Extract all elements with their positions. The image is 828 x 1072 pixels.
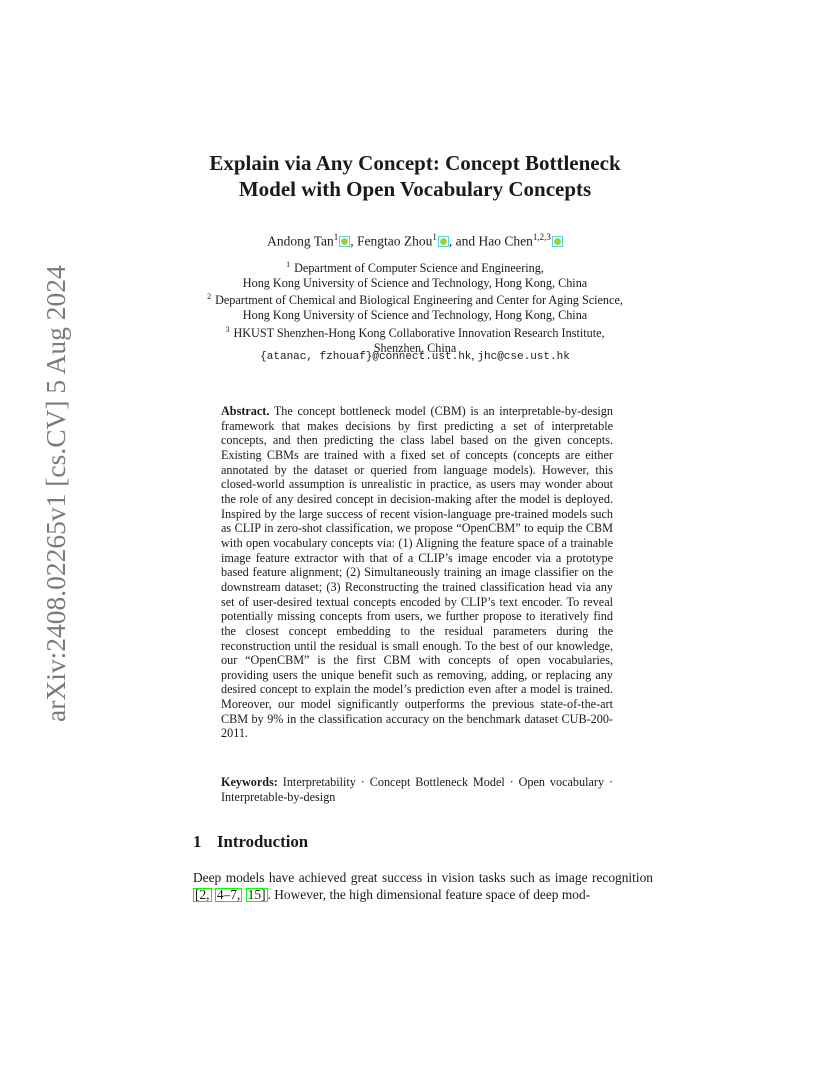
author-name: Andong Tan: [267, 233, 334, 249]
abstract: [221, 404, 613, 741]
section-title: Introduction: [217, 832, 309, 851]
email[interactable]: jhc@cse.ust.hk: [477, 351, 570, 363]
affiliation-sup: 3: [225, 324, 230, 334]
affiliation-text: Department of Chemical and Biological Engineering and Center for Aging Science,: [215, 293, 623, 308]
orcid-icon[interactable]: [339, 236, 350, 247]
intro-text: Deep models have achieved great success in vision tasks such as image recognition: [193, 870, 653, 885]
affiliation-line: Shenzhen, China: [373, 340, 457, 355]
citation-link[interactable]: 4–7,: [216, 887, 241, 902]
intro-paragraph: [193, 869, 653, 903]
author-emails: [150, 348, 680, 364]
abstract-label: Abstract.: [221, 404, 270, 418]
author-name: Hao Chen: [478, 233, 533, 249]
keywords-text: Interpretability · Concept Bottleneck Model · Open vocabulary · Interpretable-by-design: [221, 775, 614, 804]
intro-text: . However, the high dimensional feature space of deep mod-: [267, 887, 591, 902]
email-group[interactable]: {atanac, fzhouaf}@connect.ust.hk: [260, 351, 472, 363]
arxiv-stamp: [0, 0, 71, 1072]
keywords: [221, 775, 613, 804]
affiliation-line: Hong Kong University of Science and Technology, Hong Kong, China: [242, 275, 588, 290]
author-affil-sup: 1,2,3: [532, 232, 551, 242]
author-sep: ,: [350, 233, 358, 249]
affiliation-sup: 2: [207, 292, 212, 302]
author-list: [160, 228, 670, 251]
orcid-icon[interactable]: [438, 236, 449, 247]
email-sep: ,: [471, 348, 478, 362]
affiliation-line: [150, 290, 680, 308]
section-number: 1: [193, 832, 202, 851]
keywords-label: Keywords:: [221, 775, 278, 789]
arxiv-stamp-text: arXiv:2408.02265v1 [cs.CV] 5 Aug 2024: [40, 265, 71, 722]
affiliation-text: Department of Computer Science and Engineering,: [294, 261, 544, 276]
affiliation-line: [150, 258, 680, 276]
affiliation-text: HKUST Shenzhen-Hong Kong Collaborative Innovation Research Institute,: [233, 326, 605, 340]
affiliation-sup: 1: [286, 260, 291, 269]
paper-title: Explain via Any Concept: Concept Bottleneck Model with Open Vocabulary Concepts: [209, 151, 621, 201]
citation-link[interactable]: [2,: [195, 887, 210, 902]
author-affil-sup: 1: [432, 232, 437, 242]
author-affil-sup: 1: [333, 232, 339, 242]
affiliation-line: Hong Kong University of Science and Technology, Hong Kong, China: [242, 308, 588, 323]
author-name: Fengtao Zhou: [357, 233, 433, 249]
section-heading: [193, 832, 308, 852]
affiliations: [150, 258, 680, 355]
affiliation-line: [150, 323, 680, 341]
citation-link[interactable]: 15]: [247, 887, 266, 902]
orcid-icon[interactable]: [552, 236, 563, 247]
author-sep: , and: [448, 233, 479, 249]
abstract-text: The concept bottleneck model (CBM) is an interpretable-by-design framework that makes decisions by first predicting a set of interpretable concepts, and then predicting the class label based on the given concepts. Existing CBMs are trained with a fixed set of concepts (concepts are either annotated by the dataset or queried from language models). However, this closed-world assumption is unrealistic in practice, as users may wonder about the role of any desired concept in decision-making after the model is deployed. Inspired by the large success of recent vision-language pre-trained models such as CLIP in zero-shot classification, we propose “OpenCBM” to equip the CBM with open vocabulary concepts via: (1) Aligning the feature space of a trainable image feature extractor with that of a CLIP’s image encoder via a prototype based feature alignment; (2) Simultaneously training an image classifier on the downstream dataset; (3) Reconstructing the trained classification head via any set of user-desired textual concepts encoded by CLIP’s text encoder. To reveal potentially missing concepts from users, we further propose to iteratively find the closest concept embedding to the residual parameters during the reconstruction until the residual is small enough. To the best of our knowledge, our “OpenCBM” is the first CBM with concepts of open vocabularies, providing users the unique benefit such as removing, adding, or replacing any desired concept to explain the model’s prediction even after a model is trained. Moreover, our model significantly outperforms the previous state-of-the-art CBM by 9% in the classification accuracy on the benchmark dataset CUB-200-2011.: [221, 404, 613, 741]
